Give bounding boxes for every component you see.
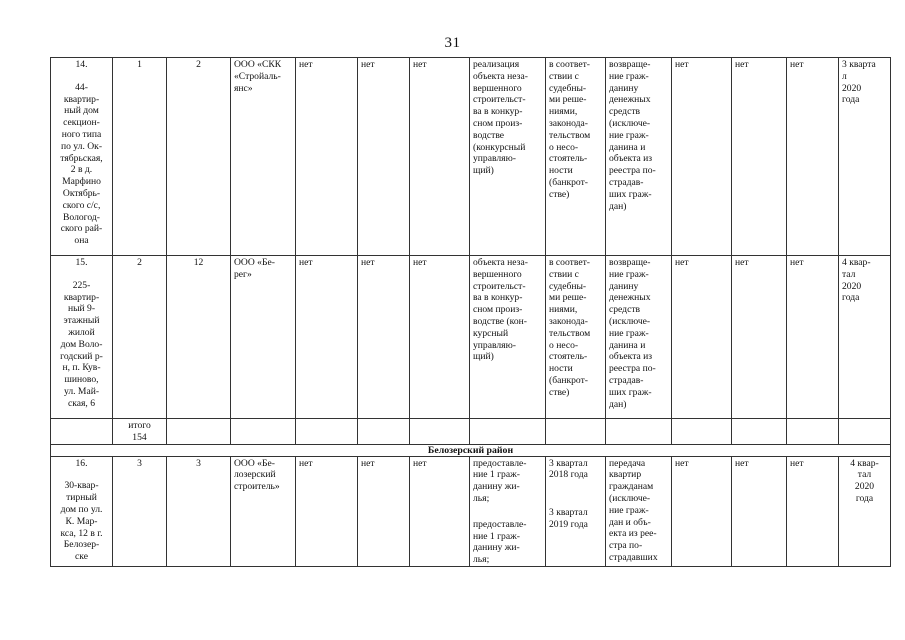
row-number: 15. bbox=[75, 257, 88, 268]
district-name: Белозерский район bbox=[51, 444, 891, 456]
result-cell: возвраще- ние граж- данину денежных средств (исключе- ние граж- данина и объекта из реестра по- страдав- ших граж- дан) bbox=[606, 58, 672, 256]
status-cell bbox=[546, 456, 606, 566]
table-row bbox=[51, 58, 891, 256]
count-cell: 2 bbox=[167, 58, 231, 256]
status-cell: в соответ- ствии с судебны- ми реше- ниями, законода- тельством о несо- стоятель- ности (банкрот- стве) bbox=[546, 256, 606, 419]
flag-cell: нет bbox=[787, 456, 839, 566]
flag-cell: нет bbox=[672, 256, 732, 419]
method-item: предоставле- ние 1 граж- данину жи- лья; bbox=[473, 518, 527, 566]
total-row bbox=[51, 419, 891, 445]
object-description: 44- квартир- ный дом секцион- ного типа по ул. Ок- тябрьская, 2 в д. Марфино Октябрь- ского с/с, Вологод- ского рай- она bbox=[60, 81, 103, 247]
count-cell: 3 bbox=[167, 456, 231, 566]
count-cell: 3 bbox=[113, 456, 167, 566]
status-item: 3 квартал 2019 года bbox=[549, 507, 588, 530]
table-row bbox=[51, 256, 891, 419]
developer-cell: ООО «СКК «Стройаль- янс» bbox=[231, 58, 296, 256]
flag-cell: нет bbox=[787, 256, 839, 419]
developer-cell: ООО «Бе- лозерский строитель» bbox=[231, 456, 296, 566]
object-cell bbox=[51, 58, 113, 256]
term-cell: 4 квар- тал 2020 года bbox=[839, 456, 891, 566]
method-cell bbox=[470, 456, 546, 566]
result-cell: передача квартир гражданам (исключе- ние граж- дан и объ- екта из рее- стра по- страдавших bbox=[606, 456, 672, 566]
result-cell: возвраще- ние граж- данину денежных средств (исключе- ние граж- данина и объекта из реестра по- страдав- ших граж- дан) bbox=[606, 256, 672, 419]
row-number: 16. bbox=[75, 457, 88, 469]
flag-cell: нет bbox=[296, 256, 358, 419]
method-cell: объекта неза- вершенного строительст- ва в конкур- сном произ- водстве (кон- курсный управляю- щий) bbox=[470, 256, 546, 419]
object-description: 30-квар- тирный дом по ул. К. Мар- кса, 12 в г. Белозер- ске bbox=[60, 480, 103, 563]
object-cell bbox=[51, 456, 113, 566]
object-description: 225- квартир- ный 9- этажный жилой дом Воло- годский р- н, п. Кув- шиново, ул. Май- ская, 6 bbox=[60, 279, 103, 409]
total-value: итого 154 bbox=[113, 419, 167, 445]
flag-cell: нет bbox=[410, 456, 470, 566]
flag-cell: нет bbox=[672, 456, 732, 566]
developer-cell: ООО «Бе- рег» bbox=[231, 256, 296, 419]
flag-cell: нет bbox=[296, 456, 358, 566]
flag-cell: нет bbox=[672, 58, 732, 256]
term-cell: 3 кварта л 2020 года bbox=[839, 58, 891, 256]
method-item: предоставле- ние 1 граж- данину жи- лья; bbox=[473, 457, 527, 504]
status-cell: в соответ- ствии с судебны- ми реше- ниями, законода- тельством о несо- стоятель- ности (банкрот- стве) bbox=[546, 58, 606, 256]
flag-cell: нет bbox=[358, 256, 410, 419]
flag-cell: нет bbox=[358, 58, 410, 256]
status-item: 3 квартал 2018 года bbox=[549, 457, 588, 481]
flag-cell: нет bbox=[787, 58, 839, 256]
flag-cell: нет bbox=[732, 58, 787, 256]
term-cell: 4 квар- тал 2020 года bbox=[839, 256, 891, 419]
count-cell: 1 bbox=[113, 58, 167, 256]
registry-table bbox=[50, 57, 891, 567]
page-number: 31 bbox=[444, 35, 461, 51]
table-row bbox=[51, 456, 891, 566]
count-cell: 12 bbox=[167, 256, 231, 419]
flag-cell: нет bbox=[358, 456, 410, 566]
flag-cell: нет bbox=[410, 58, 470, 256]
flag-cell: нет bbox=[410, 256, 470, 419]
district-row bbox=[51, 444, 891, 456]
method-cell: реализация объекта неза- вершенного строительст- ва в конкур- сном произ- водстве (конкурсный управляю- щий) bbox=[470, 58, 546, 256]
flag-cell: нет bbox=[732, 256, 787, 419]
object-cell bbox=[51, 256, 113, 419]
count-cell: 2 bbox=[113, 256, 167, 419]
flag-cell: нет bbox=[732, 456, 787, 566]
flag-cell: нет bbox=[296, 58, 358, 256]
row-number: 14. bbox=[75, 59, 88, 70]
